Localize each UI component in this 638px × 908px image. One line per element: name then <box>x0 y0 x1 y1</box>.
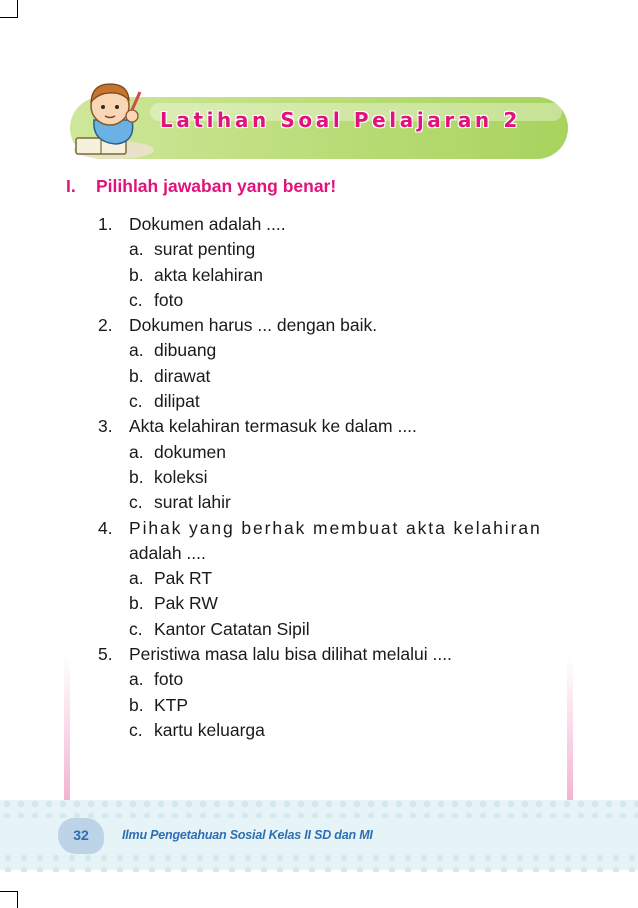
option-letter: b. <box>129 694 144 715</box>
option-b <box>98 693 570 718</box>
question-3 <box>98 414 570 515</box>
question-number: 3. <box>98 416 113 437</box>
option-text: akta kelahiran <box>154 264 263 285</box>
question-number: 2. <box>98 315 113 336</box>
option-letter: a. <box>129 568 144 589</box>
section-heading <box>66 176 336 197</box>
option-letter: a. <box>129 441 144 462</box>
option-a <box>98 566 570 591</box>
option-text: foto <box>154 669 184 690</box>
question-1 <box>98 212 570 313</box>
option-b <box>98 263 570 288</box>
option-letter: c. <box>129 719 143 740</box>
question-text-continued: adalah .... <box>129 542 206 563</box>
question-list <box>98 212 570 743</box>
question-text: Pihak yang berhak membuat akta kelahiran <box>129 517 542 538</box>
question-4 <box>98 516 570 642</box>
section-instruction: Pilihlah jawaban yang benar! <box>96 176 337 196</box>
option-c <box>98 490 570 515</box>
option-text: Kantor Catatan Sipil <box>154 618 310 639</box>
option-text: dibuang <box>154 340 217 361</box>
question-text: Dokumen adalah .... <box>129 214 286 234</box>
page-number: 32 <box>73 827 89 843</box>
banner-title: Latihan Soal Pelajaran 2 <box>160 108 521 132</box>
option-letter: c. <box>129 618 143 639</box>
option-b <box>98 364 570 389</box>
crop-mark-bottom-left-h <box>0 891 18 892</box>
option-text: Pak RW <box>154 593 218 614</box>
option-a <box>98 667 570 692</box>
question-number: 5. <box>98 644 113 665</box>
option-letter: b. <box>129 365 144 386</box>
option-b <box>98 591 570 616</box>
option-letter: c. <box>129 492 143 513</box>
option-a <box>98 338 570 363</box>
right-margin-rule <box>567 656 573 808</box>
option-c <box>98 617 570 642</box>
question-text: Peristiwa masa lalu bisa dilihat melalui .... <box>129 644 452 665</box>
option-text: KTP <box>154 694 189 715</box>
section-number: I. <box>66 176 76 196</box>
option-letter: b. <box>129 466 144 487</box>
option-a <box>98 237 570 262</box>
option-a <box>98 440 570 465</box>
question-text: Dokumen harus ... dengan baik. <box>129 315 378 336</box>
option-text: surat penting <box>154 239 256 260</box>
footer-dots-top <box>0 798 638 818</box>
option-text: dirawat <box>154 365 211 386</box>
crop-mark-top-left-v <box>17 0 18 18</box>
option-c <box>98 288 570 313</box>
question-5 <box>98 642 570 743</box>
option-c <box>98 389 570 414</box>
option-letter: a. <box>129 669 144 690</box>
option-text: koleksi <box>154 466 208 487</box>
crop-mark-bottom-left-v <box>17 891 18 908</box>
question-number: 4. <box>98 517 113 538</box>
footer-dots-bottom <box>0 852 638 872</box>
option-c <box>98 718 570 743</box>
option-letter: b. <box>129 593 144 614</box>
question-text: Akta kelahiran termasuk ke dalam .... <box>129 416 417 437</box>
option-text: dokumen <box>154 441 226 462</box>
option-letter: a. <box>129 340 144 361</box>
crop-mark-top-left-h <box>0 17 18 18</box>
option-b <box>98 465 570 490</box>
option-letter: a. <box>129 239 144 260</box>
footer-book-title: Ilmu Pengetahuan Sosial Kelas II SD dan MI <box>122 828 373 842</box>
question-2 <box>98 313 570 414</box>
child-reading-icon <box>66 72 162 162</box>
option-letter: c. <box>129 289 143 310</box>
left-margin-rule <box>64 656 70 808</box>
option-text: foto <box>154 289 184 310</box>
question-number: 1. <box>98 214 113 234</box>
option-text: Pak RT <box>154 568 213 589</box>
option-text: dilipat <box>154 391 200 412</box>
option-text: surat lahir <box>154 492 231 513</box>
option-letter: c. <box>129 391 143 412</box>
option-letter: b. <box>129 264 144 285</box>
option-text: kartu keluarga <box>154 719 265 740</box>
